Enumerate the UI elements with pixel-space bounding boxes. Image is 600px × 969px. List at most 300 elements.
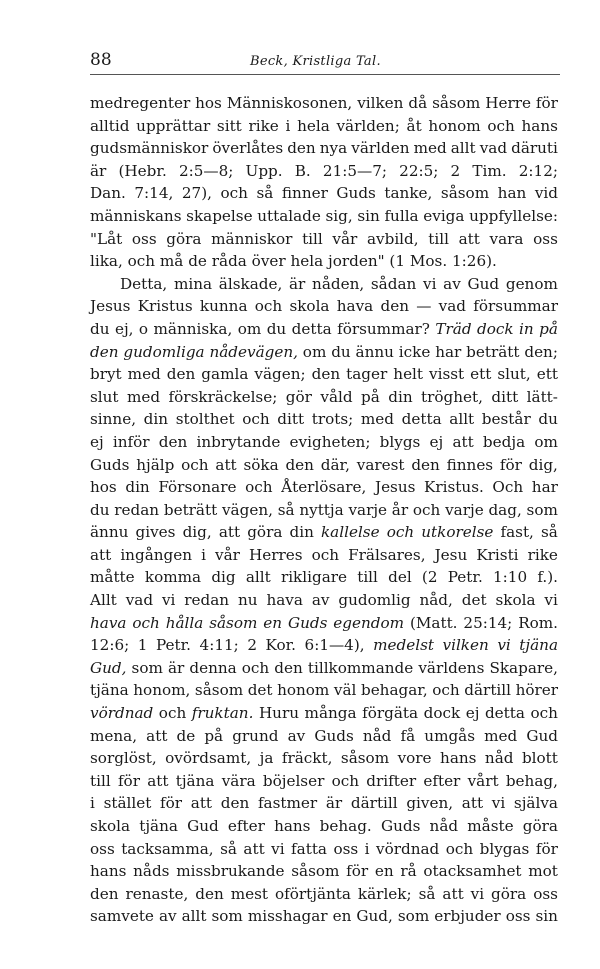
word: för (499, 455, 522, 474)
word: varje (445, 500, 484, 519)
word: varje (348, 500, 388, 519)
word: hans (90, 862, 127, 881)
word: du (90, 500, 110, 519)
word: detta (484, 704, 525, 723)
word: år (391, 500, 409, 519)
word: Rom. (518, 613, 558, 632)
word: allt (449, 410, 475, 429)
word: och (445, 839, 474, 858)
word: vilken (357, 94, 404, 112)
word: försummar (473, 297, 558, 316)
word: en (374, 862, 394, 881)
word: böjelser (262, 771, 325, 790)
word: blygas (479, 839, 530, 858)
text-line (90, 115, 558, 138)
word: medelst (373, 636, 434, 655)
word: vi (470, 884, 485, 903)
word: ett (470, 365, 492, 384)
word: många (304, 704, 357, 723)
word: ditt (491, 387, 519, 406)
word: 1:10 (493, 568, 528, 587)
word: åt (406, 116, 422, 135)
word: fast, (500, 523, 534, 542)
word: vi (491, 794, 506, 813)
text-line (90, 702, 558, 725)
word: Kristi (476, 545, 519, 564)
word: är (167, 658, 185, 677)
word: jorden" (328, 252, 385, 271)
word: den (380, 297, 409, 316)
text-line (90, 725, 558, 748)
word: sinne, (90, 410, 137, 429)
word: utkorelse (421, 523, 494, 542)
word: Frälsares, (348, 545, 426, 564)
word: (Hebr. (118, 161, 167, 180)
word: få (400, 726, 416, 745)
word: så (541, 523, 558, 542)
word: medregenter (90, 94, 191, 112)
word: för (535, 94, 558, 112)
word: nådevägen, (209, 342, 298, 361)
text-line (90, 454, 558, 477)
word: världen (351, 139, 410, 158)
word: dig (211, 568, 236, 587)
word: Jesus (90, 297, 131, 316)
word: skola (90, 817, 131, 835)
word: tjäna (519, 636, 558, 655)
word: och (181, 455, 209, 474)
word: vad (125, 591, 154, 610)
word: honom (428, 116, 481, 135)
page-number: 88 (90, 50, 112, 70)
word: att (243, 839, 265, 858)
word: där, (320, 455, 350, 474)
text-line (90, 679, 558, 702)
word: beträtt (466, 342, 520, 361)
word: den (220, 794, 250, 813)
word: tjäna (139, 817, 178, 835)
word: honom (277, 681, 330, 700)
word: in (519, 319, 534, 338)
word: Skapare, (489, 658, 558, 677)
word: behag, (505, 771, 558, 790)
word: Återlösare, (281, 478, 367, 497)
word: Allt (90, 591, 117, 610)
word: mest (230, 884, 268, 903)
word: såsom (340, 749, 390, 768)
word: B. (294, 161, 311, 180)
word: en (332, 907, 352, 926)
text-line (90, 408, 558, 431)
word: hela (290, 252, 324, 271)
text-line (90, 883, 558, 906)
word: egendom (333, 613, 405, 632)
word: rikligare (280, 568, 347, 587)
word: Gud (467, 274, 500, 293)
word: med (126, 387, 161, 406)
word: då (408, 94, 428, 112)
word: drifter (366, 771, 417, 790)
word: till (428, 229, 449, 248)
word: den; (524, 342, 558, 361)
word: vore (397, 749, 432, 768)
word: dig, (182, 523, 212, 542)
word: göra (491, 884, 527, 903)
word: och (412, 500, 441, 519)
word: och (132, 613, 160, 632)
word: den (166, 365, 196, 384)
word: trots; (311, 410, 354, 429)
word: nåds (133, 862, 170, 881)
word: och (158, 704, 187, 723)
word: vägen; (254, 365, 306, 384)
word: Guds (287, 613, 328, 632)
text-line (90, 566, 558, 589)
word: hava (336, 297, 374, 316)
word: är (325, 794, 343, 813)
word: din (289, 523, 314, 542)
word: därtill (350, 794, 398, 813)
text-line (90, 250, 558, 273)
word: de (188, 252, 207, 271)
word: skapelse (186, 206, 253, 225)
word: vid (534, 184, 558, 203)
word: råda (211, 252, 247, 271)
text-line (90, 747, 558, 770)
word: med (360, 410, 395, 429)
word: missbrukande (176, 862, 285, 881)
word: slut (90, 387, 119, 406)
word: den (285, 455, 314, 474)
running-title: Beck, Kristliga Tal. (250, 54, 381, 69)
word: vad (438, 297, 467, 316)
word: ja (259, 749, 274, 768)
word: älskade, (218, 274, 283, 293)
word: nåd, (419, 591, 453, 610)
word: 4:11; (199, 636, 239, 655)
word: så (256, 184, 274, 203)
word: blygs (379, 432, 421, 451)
word: 2:5—8; (178, 161, 234, 180)
word: hans (521, 116, 558, 135)
word: (2 (421, 568, 438, 587)
word: världens (418, 658, 485, 677)
word: bryt (90, 365, 122, 384)
word: honom, (133, 681, 191, 700)
word: den (90, 884, 119, 903)
word: vördnad (90, 704, 154, 723)
word: mina (173, 274, 213, 293)
word: din (125, 478, 150, 497)
word: den (195, 884, 224, 903)
word: och (220, 184, 248, 203)
word: och (331, 771, 360, 790)
word: att (461, 794, 484, 813)
text-line (90, 815, 558, 838)
word: såsom (194, 681, 244, 700)
word: erbjuder (434, 907, 501, 926)
word: Petr. (155, 636, 192, 655)
word: med (484, 726, 518, 745)
word: i (285, 116, 291, 135)
word: hos (90, 478, 117, 497)
word: Gud (187, 817, 219, 835)
word: den (90, 342, 119, 361)
word: grund (232, 726, 279, 745)
word: avbild, (366, 229, 419, 248)
word: stolthet (175, 410, 235, 429)
word: visst (429, 365, 465, 384)
word: eviga (423, 206, 465, 225)
word: Guds (90, 455, 130, 474)
word: rike (527, 545, 558, 564)
word: har (531, 478, 558, 497)
text-line (90, 521, 558, 544)
word: det (247, 681, 273, 700)
word: stället (103, 794, 152, 813)
word: tacksamma, (121, 839, 214, 858)
word: i (90, 794, 95, 813)
word: finnes (446, 455, 494, 474)
word: inför (112, 432, 150, 451)
word: den (287, 139, 316, 158)
word: oss (90, 839, 115, 858)
word: så (418, 884, 436, 903)
word: består (481, 410, 531, 429)
word: oss (533, 884, 558, 903)
word: av (158, 907, 177, 926)
word: göra (522, 817, 558, 835)
text-line (90, 431, 558, 454)
text-line (90, 770, 558, 793)
word: efter (423, 771, 461, 790)
text-line (90, 137, 558, 160)
word: hava (266, 591, 303, 610)
text-line (90, 657, 558, 680)
word: lika, (90, 252, 123, 271)
word: vi (497, 636, 511, 655)
word: redan (184, 591, 230, 610)
word: genom (505, 274, 558, 293)
word: 27), (181, 184, 212, 203)
word: 12:6; (90, 636, 130, 655)
word: (1 (389, 252, 406, 271)
text-line (90, 295, 558, 318)
word: renaste, (125, 884, 189, 903)
text-line (90, 228, 558, 251)
word: oss (333, 839, 359, 858)
word: ej (429, 432, 444, 451)
word: Kristus (137, 297, 193, 316)
word: umgås (424, 726, 476, 745)
word: oss (131, 229, 157, 248)
word: med (413, 139, 447, 158)
word: Och (492, 478, 524, 497)
word: gudomlig (338, 591, 411, 610)
word: 2:12; (518, 161, 558, 180)
word: måste (467, 817, 514, 835)
word: f.). (537, 568, 558, 587)
word: vägen, (221, 500, 273, 519)
word: given, (406, 794, 454, 813)
word: redan (114, 500, 160, 519)
word: varest (356, 455, 405, 474)
word: ovördsamt, (165, 749, 252, 768)
word: som (526, 500, 558, 519)
word: nåden, (312, 274, 365, 293)
word: komma (144, 568, 202, 587)
word: och (530, 704, 558, 723)
word: människa, (153, 319, 233, 338)
word: ingången (120, 545, 193, 564)
word: må (159, 252, 184, 271)
word: för (535, 839, 558, 858)
word: 1:26). (452, 252, 497, 271)
word: om (237, 319, 262, 338)
text-line (90, 634, 558, 657)
word: vår (215, 545, 240, 564)
word: att (452, 432, 474, 451)
word: beträtt (163, 500, 218, 519)
word: du (266, 319, 287, 338)
word: vördnad (375, 839, 440, 858)
word: att (147, 771, 169, 790)
word: tager (346, 365, 388, 384)
word: vi (544, 591, 558, 610)
word: världen; (336, 116, 400, 135)
word: som (131, 658, 163, 677)
word: därtill (464, 681, 511, 700)
word: sorglöst, (90, 749, 157, 768)
word: väl (333, 681, 357, 700)
word: Mos. (409, 252, 448, 271)
word: en (263, 613, 283, 632)
word: de (176, 726, 196, 745)
word: Petr. (447, 568, 483, 587)
word: vår (332, 229, 358, 248)
page-header (90, 50, 560, 75)
word: om (302, 342, 327, 361)
word: behag. (319, 817, 372, 835)
word: så (277, 500, 295, 519)
word: Guds (336, 184, 376, 203)
word: hörer (515, 681, 558, 700)
word: hava (90, 613, 127, 632)
text-line (90, 160, 558, 183)
word: vad (479, 139, 508, 158)
word: ännu (355, 342, 394, 361)
word: gives (135, 523, 176, 542)
word: Tim. (472, 161, 507, 180)
word: vi (271, 839, 285, 858)
word: i (201, 545, 206, 564)
word: hjälp (136, 455, 175, 474)
word: att (146, 726, 168, 745)
text-line (90, 589, 558, 612)
word: vi (423, 274, 437, 293)
word: sådan (370, 274, 417, 293)
word: den (158, 432, 188, 451)
word: du (90, 319, 110, 338)
word: Gud (526, 726, 558, 745)
word: att (190, 794, 213, 813)
text-line (90, 92, 558, 115)
word: skola (495, 591, 536, 610)
word: skola (289, 297, 330, 316)
word: är (289, 274, 306, 293)
word: slut, (497, 365, 531, 384)
word: Guds (314, 726, 354, 745)
word: kärlek; (357, 884, 412, 903)
word: 7:14, (134, 184, 174, 203)
text-line (90, 182, 558, 205)
word: och (311, 545, 340, 564)
word: människans (90, 206, 182, 225)
word: försummar? (337, 319, 430, 338)
word: fastmer (257, 794, 318, 813)
word: han (497, 184, 527, 203)
word: Dan. (90, 184, 126, 203)
word: vilken (442, 636, 489, 655)
word: otacksamhet (423, 862, 522, 881)
word: det (461, 591, 487, 610)
word: gudsmänniskor (90, 139, 209, 158)
word: Kristus. (424, 478, 484, 497)
word: dig, (528, 455, 558, 474)
word: att (458, 229, 480, 248)
word: Guds (380, 817, 421, 835)
body-text (90, 92, 558, 928)
word: 6:1—4), (304, 636, 365, 655)
word: mot (528, 862, 558, 881)
word: dock (477, 319, 514, 338)
word: nya (319, 139, 348, 158)
word: människor (211, 229, 293, 248)
text-line (90, 905, 558, 928)
word: nåd (429, 817, 459, 835)
word: sitt (216, 116, 242, 135)
word: nu (237, 591, 258, 610)
word: finner (281, 184, 328, 203)
word: Jesus (374, 478, 416, 497)
word: 1 (137, 636, 148, 655)
word: och (241, 658, 270, 677)
word: så (220, 839, 237, 858)
word: som (211, 907, 243, 926)
word: lätt- (526, 387, 558, 406)
word: för (346, 862, 369, 881)
word: Herres (248, 545, 303, 564)
word: att (218, 523, 241, 542)
word: o (138, 319, 149, 338)
word: Huru (258, 704, 300, 723)
word: till (90, 771, 111, 790)
word: rå (400, 862, 417, 881)
word: tanke, (384, 184, 433, 203)
word: och (245, 478, 273, 497)
word: vära (221, 771, 256, 790)
word: ditt (277, 410, 305, 429)
word: själva (513, 794, 558, 813)
word: hos (195, 94, 222, 112)
word: nåd (484, 749, 514, 768)
word: bedja (482, 432, 526, 451)
word: vi (161, 591, 176, 610)
word: Jesu (434, 545, 468, 564)
word: tillkommande (307, 658, 414, 677)
word: upprättar (136, 116, 211, 135)
word: vara (489, 229, 524, 248)
